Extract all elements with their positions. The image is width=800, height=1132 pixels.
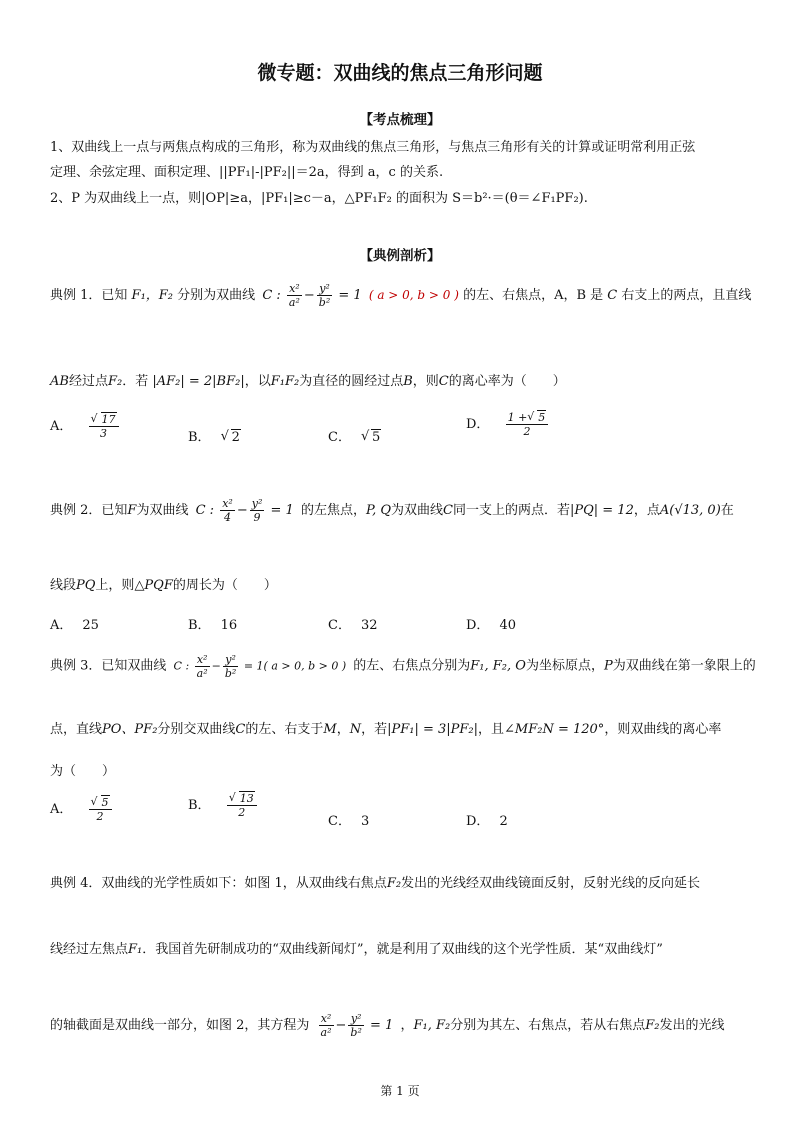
examples-heading: 【典例剖析】 bbox=[359, 248, 441, 264]
ex1-line-2: AB经过点F₂．若 |AF₂| = 2|BF₂|，以F₁F₂为直径的圆经过点B，则C的离心率为（ ） bbox=[50, 374, 566, 389]
curve-name: C : bbox=[262, 288, 281, 303]
ex3-option-a[interactable]: A． √ $\frac{5}{2}$ bbox=[50, 796, 114, 823]
ex1-option-d[interactable]: D． $\frac{1 +√ 5}{2}$ bbox=[466, 411, 550, 438]
ex1-text: 的左、右焦点，A，B 是 bbox=[463, 288, 604, 303]
ex2-option-b[interactable]: B． 16 bbox=[188, 618, 238, 633]
ex4-line-3: 的轴截面是双曲线一部分，如图 2，其方程为 $\frac{\text{x²}}{\text{a²}}$ − $\frac{\text{y²}}{\text{b²}}$ = 1 ，F₁, F₂分别为其左、右焦点，若从右焦点F₂发出的光线 bbox=[50, 1012, 725, 1039]
summary-heading: 【考点梳理】 bbox=[359, 112, 441, 128]
fraction: $\frac{\text{x²}}{\text{a²}}$ bbox=[288, 282, 300, 309]
ex1-text: 典例 1．已知 bbox=[50, 288, 128, 303]
page-number: 第 1 页 bbox=[380, 1084, 420, 1098]
ex1-text: 右支上的两点，且直线 bbox=[621, 288, 752, 303]
ex2-line-1: 典例 2．已知F为双曲线 C : $\frac{\text{x²}}{4}$ − $\frac{\text{y²}}{9}$ = 1 的左焦点，P, Q为双曲线C同一支上的两点．若|PQ| = 12，点A(√13, 0)在 bbox=[50, 497, 734, 524]
ex4-equation: $\frac{\text{x²}}{\text{a²}}$ − $\frac{\text{y²}}{\text{b²}}$ = 1 bbox=[320, 1012, 394, 1039]
ex1-line-1 bbox=[50, 282, 751, 309]
ex4-line-1: 典例 4．双曲线的光学性质如下：如图 1，从双曲线右焦点F₂发出的光线经双曲线镜面反射，反射光线的反向延长 bbox=[50, 876, 701, 891]
ex3-equation: C : $\frac{\text{x²}}{\text{a²}}$ − $\frac{\text{y²}}{\text{b²}}$ = 1( a > 0, b > 0 ) bbox=[173, 653, 347, 680]
ex3-option-d[interactable]: D． 2 bbox=[466, 814, 508, 829]
summary-line-3: 2、P 为双曲线上一点，则|OP|≥a，|PF₁|≥c－a，△PF₁F₂ 的面积为 S＝b²·＝(θ＝∠F₁PF₂). bbox=[50, 191, 588, 206]
ex1-option-a[interactable]: A． √ $\frac{17}{3}$ bbox=[50, 413, 121, 440]
ex1-text: 分别为双曲线 bbox=[177, 288, 256, 303]
ex1-equation: C : $\frac{\text{x²}}{\text{a²}}$ − $\frac{\text{y²}}{\text{b²}}$ = 1 bbox=[262, 282, 362, 309]
ex1-option-c[interactable]: C．√ 5 bbox=[328, 426, 381, 445]
summary-line-2: 定理、余弦定理、面积定理、||PF₁|-|PF₂||＝2a，得到 a，c 的关系. bbox=[50, 165, 444, 180]
ex2-line-2: 线段PQ上，则△PQF的周长为（ ） bbox=[50, 578, 277, 593]
summary-line-1: 1、双曲线上一点与两焦点构成的三角形，称为双曲线的焦点三角形，与焦点三角形有关的计算或证明常利用正弦 bbox=[50, 140, 696, 155]
condition: ( a > 0, b > 0 ) bbox=[368, 288, 459, 302]
ex2-option-c[interactable]: C． 32 bbox=[328, 618, 378, 633]
ex3-line-3: 为（ ） bbox=[50, 764, 116, 779]
fraction: $\frac{\text{y²}}{\text{b²}}$ bbox=[318, 282, 331, 309]
ex3-line-2: 点，直线PO、PF₂分别交双曲线C的左、右支于M，N，若|PF₁| = 3|PF₂|，且∠MF₂N = 120°，则双曲线的离心率 bbox=[50, 722, 722, 737]
curve-symbol: C bbox=[607, 288, 618, 303]
ex4-line-2: 线经过左焦点F₁．我国首先研制成功的“双曲线新闻灯”，就是利用了双曲线的这个光学性质．某“双曲线灯” bbox=[50, 942, 663, 957]
ex2-option-a[interactable]: A． 25 bbox=[50, 618, 99, 633]
ex3-option-b[interactable]: B． √ $\frac{13}{2}$ bbox=[188, 792, 259, 819]
ratio-expr: |AF₂| = 2|BF₂| bbox=[152, 374, 245, 389]
ex2-option-d[interactable]: D． 40 bbox=[466, 618, 516, 633]
ex1-foci: F₁，F₂ bbox=[131, 288, 174, 303]
equals: = 1 bbox=[338, 288, 362, 303]
ex2-equation: C : $\frac{\text{x²}}{4}$ − $\frac{\text{y²}}{9}$ = 1 bbox=[195, 497, 294, 524]
ex1-option-b[interactable]: B．√ 2 bbox=[188, 426, 241, 445]
page-title: 微专题：双曲线的焦点三角形问题 bbox=[257, 62, 543, 84]
ex3-line-1: 典例 3．已知双曲线 C : $\frac{\text{x²}}{\text{a²}}$ − $\frac{\text{y²}}{\text{b²}}$ = 1( a > 0, b > 0 ) 的左、右焦点分别为F₁, F₂, O为坐标原点，P为双曲线在第一象限上的 bbox=[50, 653, 756, 680]
ex3-option-c[interactable]: C． 3 bbox=[328, 814, 370, 829]
